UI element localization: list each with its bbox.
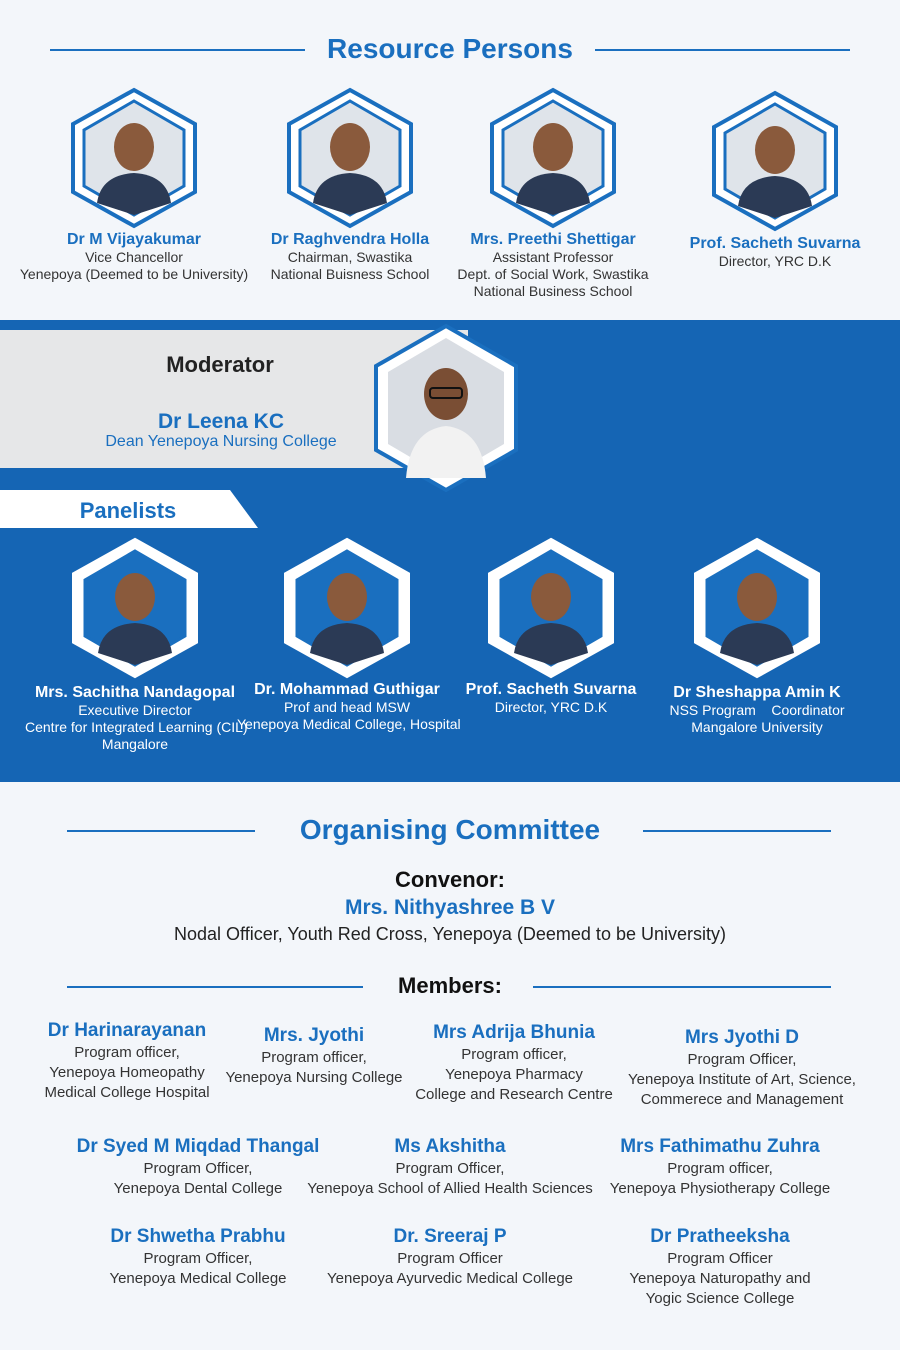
member-0-name: Dr Harinarayanan [47,1020,207,1041]
member-5 [305,1135,595,1199]
member-2-line: Program officer, [461,1046,567,1063]
resource-person-2 [433,230,673,300]
resource-0-portrait [69,87,199,229]
moderator-role: Dean Yenepoya Nursing College [105,433,337,450]
member-8-name: Dr. Sreeraj P [393,1226,507,1247]
member-2-name: Mrs Adrija Bhunia [433,1022,595,1043]
member-6 [590,1135,850,1199]
member-7-line: Yenepoya Medical College [109,1270,287,1287]
member-2-line: College and Research Centre [415,1086,613,1103]
member-6-name: Mrs Fathimathu Zuhra [620,1136,820,1157]
member-0 [12,1019,242,1103]
member-8-line: Yenepoya Ayurvedic Medical College [327,1270,573,1287]
member-3-line: Commerece and Management [640,1091,844,1108]
panelist-3 [647,683,867,736]
member-1-name: Mrs. Jyothi [263,1025,365,1046]
resource-person-3-name: Prof. Sacheth Suvarna [689,235,861,252]
member-0-line: Yenepoya Homeopathy [49,1064,205,1081]
panelist-1-line: Prof and head MSW [283,699,411,715]
member-9 [590,1225,850,1309]
panelist-2-line: Director, YRC D.K [494,699,608,715]
member-0-line: Medical College Hospital [44,1084,210,1101]
member-1-line: Yenepoya Nursing College [225,1069,403,1086]
convenor-name: Mrs. Nithyashree B V [344,896,556,919]
member-1 [214,1024,414,1088]
panelist-0-portrait [70,537,200,679]
members-rule-left [67,986,363,988]
resource-person-2-line: Dept. of Social Work, Swastika [457,266,649,282]
member-3-line: Yenepoya Institute of Art, Science, [628,1071,856,1088]
panelist-3-line: Mangalore University [691,719,823,735]
header-rule-right [595,49,850,51]
members-rule-right [533,986,831,988]
resource-person-0-line: Vice Chancellor [85,249,183,265]
panelist-1-name: Dr. Mohammad Guthigar [254,681,440,698]
member-6-line: Program officer, [667,1160,773,1177]
resource-persons-title: Resource Persons [327,33,573,64]
committee-title: Organising Committee [299,814,601,845]
member-5-name: Ms Akshitha [394,1136,506,1157]
panelist-0-name: Mrs. Sachitha Nandagopal [34,684,236,701]
moderator-name: Dr Leena KC [157,410,285,433]
resource-3-portrait [710,90,840,232]
moderator-label: Moderator [166,352,274,377]
resource-person-1-line: Chairman, Swastika [287,249,413,265]
member-9-line: Program Officer [667,1250,773,1267]
members-label: Members: [398,973,502,998]
member-9-line: Yogic Science College [645,1290,795,1307]
member-8-line: Program Officer [397,1250,503,1267]
moderator-portrait [370,322,522,494]
resource-person-1-line: National Buisness School [270,266,430,282]
member-7 [68,1225,328,1289]
resource-person-1-name: Dr Raghvendra Holla [270,231,430,248]
member-7-name: Dr Shwetha Prabhu [110,1226,286,1247]
panelist-0-line: Centre for Integrated Learning (CIL) [25,719,248,735]
resource-person-0 [14,230,254,283]
resource-person-0-line: Yenepoya (Deemed to be University) [19,266,249,282]
panelist-3-line: NSS Program Coordinator [669,702,845,718]
member-3-name: Mrs Jyothi D [684,1027,800,1048]
panelist-3-name: Dr Sheshappa Amin K [673,684,841,701]
member-4-line: Yenepoya Dental College [113,1180,283,1197]
resource-person-3-line: Director, YRC D.K [718,253,832,269]
committee-rule-left [67,830,255,832]
member-9-line: Yenepoya Naturopathy and [629,1270,811,1287]
panelist-2-portrait [486,537,616,679]
member-0-line: Program officer, [74,1044,180,1061]
resource-person-0-name: Dr M Vijayakumar [67,231,201,248]
member-8 [305,1225,595,1289]
convenor-role: Nodal Officer, Youth Red Cross, Yenepoya (Deemed to be University) [174,924,726,944]
panelist-1-portrait [282,537,412,679]
member-9-name: Dr Pratheeksha [650,1226,790,1247]
member-4-name: Dr Syed M Miqdad Thangal [76,1136,320,1157]
member-4 [68,1135,328,1199]
member-7-line: Program Officer, [143,1250,253,1267]
resource-person-3 [655,234,895,270]
panelist-0-line: Executive Director [78,702,192,718]
convenor-label: Convenor: [395,867,505,892]
panelists-label: Panelists [79,498,177,523]
panelist-1-line: Yenepoya Medical College, Hospital [237,716,461,732]
header-rule-left [50,49,305,51]
committee-rule-right [643,830,831,832]
resource-person-2-line: Assistant Professor [492,249,614,265]
resource-1-portrait [285,87,415,229]
panelist-3-portrait [692,537,822,679]
panelist-2-name: Prof. Sacheth Suvarna [465,681,637,698]
panelist-0-line: Mangalore [101,736,169,752]
member-5-line: Yenepoya School of Allied Health Sciences [307,1180,593,1197]
member-3-line: Program Officer, [687,1051,797,1068]
resource-person-2-name: Mrs. Preethi Shettigar [470,231,636,248]
member-2 [404,1021,624,1105]
resource-person-2-line: National Business School [473,283,633,299]
member-2-line: Yenepoya Pharmacy [445,1066,583,1083]
member-3 [617,1026,867,1110]
member-6-line: Yenepoya Physiotherapy College [609,1180,831,1197]
member-4-line: Program Officer, [143,1160,253,1177]
member-1-line: Program officer, [261,1049,367,1066]
resource-2-portrait [488,87,618,229]
panelist-1 [237,680,461,733]
member-5-line: Program Officer, [395,1160,505,1177]
panelist-2 [441,680,661,716]
panelist-0 [25,683,248,753]
